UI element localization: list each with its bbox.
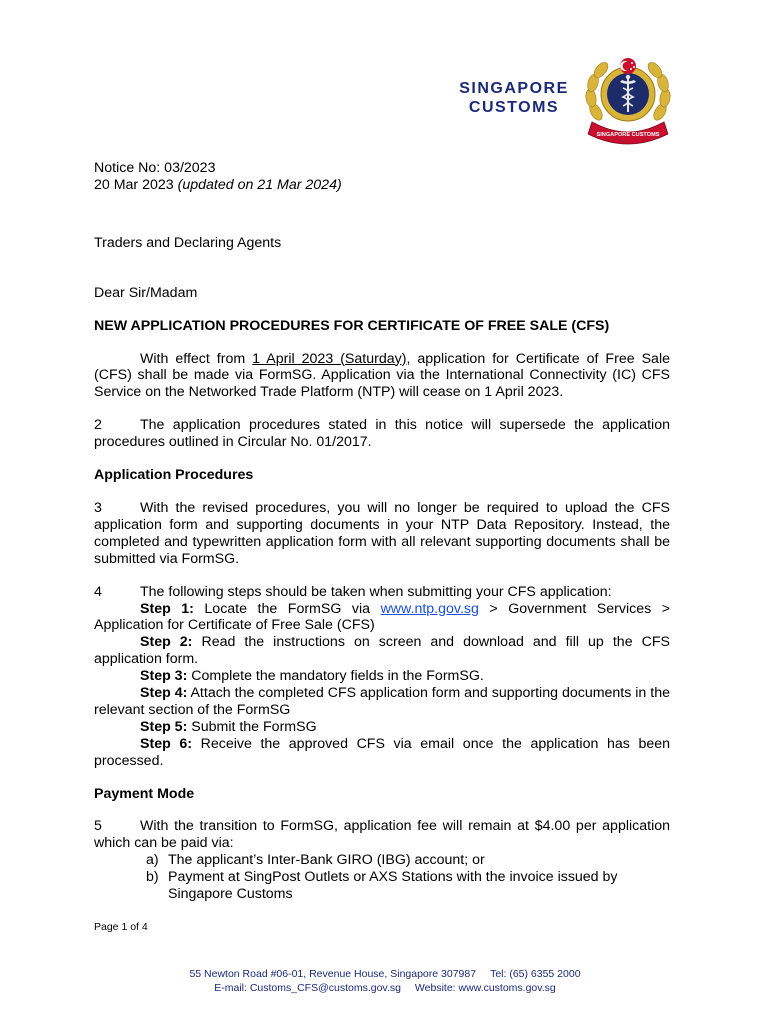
payment-option-text: The applicant’s Inter-Bank GIRO (IBG) account; or [168, 852, 485, 869]
singapore-customs-crest-logo [582, 50, 674, 150]
paragraph-4 [94, 584, 670, 601]
step-4-label: Step 4: [140, 685, 188, 702]
paragraph-3-number: 3 [94, 499, 102, 516]
step-3 [94, 668, 670, 685]
payment-option-marker: b) [146, 869, 159, 886]
notice-title: NEW APPLICATION PROCEDURES FOR CERTIFICATE OF FREE SALE (CFS) [94, 317, 610, 334]
paragraph-5 [94, 818, 670, 852]
step-1-post: > Government Services > Application for Certificate of Free Sale (CFS) [94, 600, 670, 634]
step-1 [94, 601, 670, 635]
payment-option [94, 852, 670, 869]
paragraph-1-post: , application for Certificate of Free Sale (CFS) shall be made via FormSG. Application via the International Connectivity (IC) CFS Service on the Networked Trade Platform (NTP) will cease on 1 April 2023. [94, 350, 670, 401]
footer-tel: Tel: (65) 6355 2000 [490, 968, 581, 980]
paragraph-5-number: 5 [94, 818, 102, 835]
footer-website: Website: www.customs.gov.sg [414, 982, 556, 994]
paragraph-2-number: 2 [94, 417, 102, 434]
footer-line-1 [0, 967, 770, 981]
notice-body [94, 160, 670, 903]
org-name [440, 79, 588, 117]
notice-number: Notice No: 03/2023 [94, 160, 216, 176]
step-2-label: Step 2: [140, 634, 193, 651]
paragraph-4-number: 4 [94, 583, 102, 600]
step-6-text: Receive the approved CFS via email once the application has been processed. [94, 735, 671, 769]
paragraph-2-text: The application procedures stated in this notice will supersede the application procedures outlined in Circular No. 01/2017. [94, 417, 670, 451]
ntp-website-link[interactable]: www.ntp.gov.sg [380, 600, 479, 617]
paragraph-4-intro: The following steps should be taken when submitting your CFS application: [140, 583, 612, 600]
paragraph-2 [94, 417, 670, 451]
footer [0, 967, 770, 995]
step-3-label: Step 3: [140, 668, 188, 685]
org-name-line1: SINGAPORE [459, 80, 569, 97]
crest-banner-text: SINGAPORE CUSTOMS [596, 132, 660, 138]
effective-date: 1 April 2023 (Saturday) [252, 350, 407, 367]
paragraph-3-text: With the revised procedures, you will no longer be required to upload the CFS application form and supporting documents in your NTP Data Repository. Instead, the completed and typewritten application form with all relevant supporting documents shall be submitted via FormSG. [94, 499, 670, 567]
step-3-text: Complete the mandatory fields in the FormSG. [187, 668, 484, 685]
step-1-label: Step 1: [140, 600, 194, 617]
notice-updated: (updated on 21 Mar 2024) [177, 176, 342, 193]
addressee: Traders and Declaring Agents [94, 234, 282, 251]
payment-options-list [94, 852, 670, 903]
footer-line-2 [0, 981, 770, 995]
payment-option [94, 869, 670, 903]
footer-email: E-mail: Customs_CFS@customs.gov.sg [214, 982, 401, 994]
step-4 [94, 685, 670, 719]
page-number: Page 1 of 4 [94, 921, 148, 933]
step-2 [94, 634, 670, 668]
section-heading-application: Application Procedures [94, 467, 254, 484]
section-heading-payment: Payment Mode [94, 785, 195, 802]
step-5 [94, 719, 670, 736]
paragraph-5-text: With the transition to FormSG, application fee will remain at $4.00 per application which can be paid via: [94, 818, 670, 852]
paragraph-1-pre: With effect from [140, 350, 253, 367]
paragraph-3 [94, 500, 670, 568]
step-5-text: Submit the FormSG [187, 718, 317, 735]
notice-date-value: 20 Mar 2023 [94, 176, 174, 193]
step-5-label: Step 5: [140, 718, 188, 735]
footer-address: 55 Newton Road #06-01, Revenue House, Singapore 307987 [189, 968, 477, 980]
payment-option-marker: a) [146, 852, 159, 869]
salutation: Dear Sir/Madam [94, 284, 198, 301]
step-1-pre: Locate the FormSG via [193, 600, 381, 617]
paragraph-1 [94, 351, 670, 402]
step-6-label: Step 6: [140, 735, 192, 752]
org-name-line2: CUSTOMS [468, 99, 560, 116]
step-2-text: Read the instructions on screen and download and fill up the CFS application form. [94, 634, 670, 668]
payment-option-text: Payment at SingPost Outlets or AXS Stations with the invoice issued by Singapore Customs [168, 869, 618, 903]
notice-date [94, 177, 670, 194]
step-4-text: Attach the completed CFS application form and supporting documents in the relevant section of the FormSG [94, 685, 670, 718]
step-6 [94, 736, 670, 770]
